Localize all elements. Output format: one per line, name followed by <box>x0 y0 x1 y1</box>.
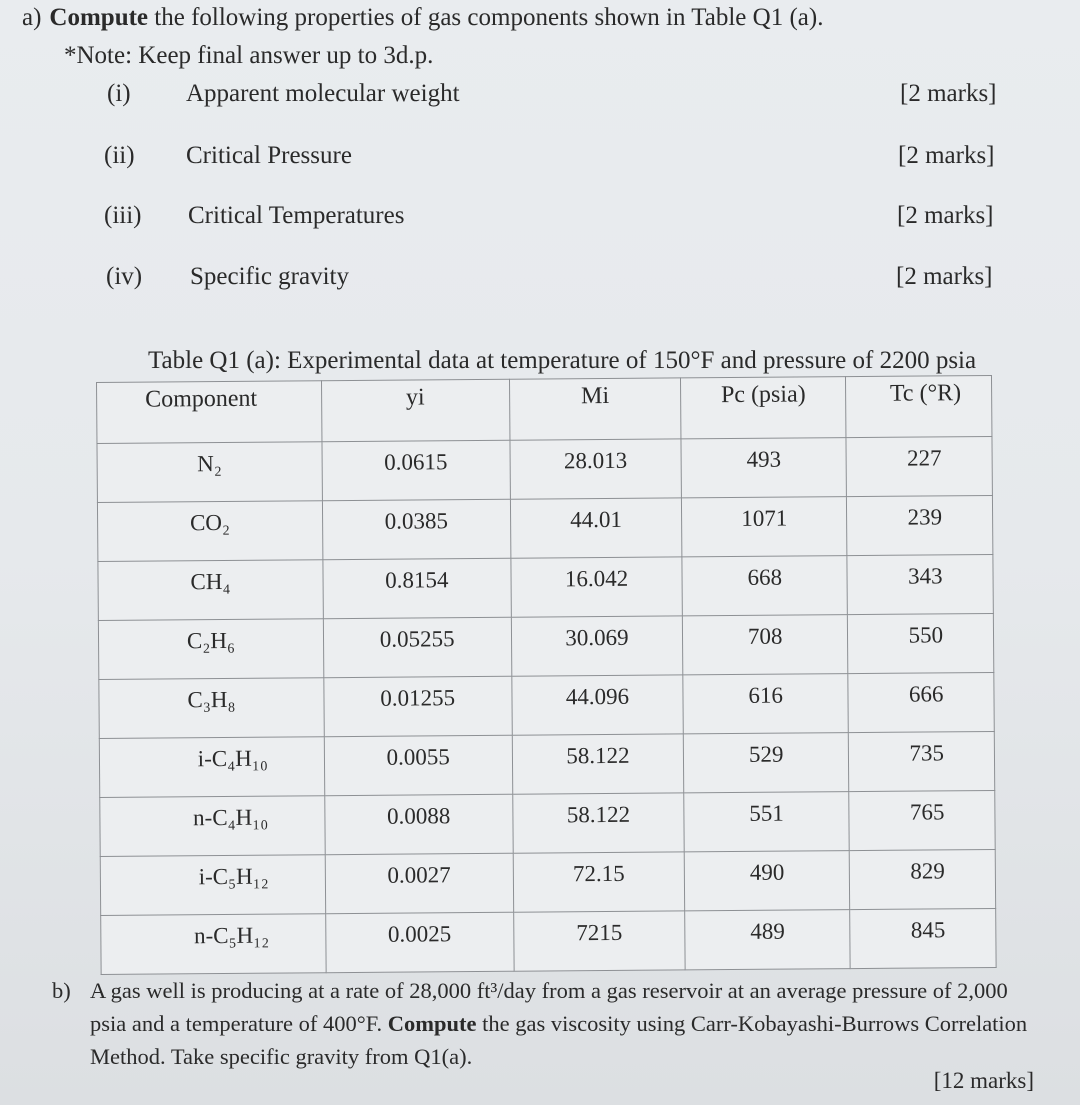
cell-tc: 343 <box>847 554 993 614</box>
cell-mi: 16.042 <box>510 557 682 617</box>
cell-yi: 0.0027 <box>325 853 513 913</box>
cell-pc: 490 <box>685 851 850 911</box>
cell-tc: 845 <box>850 908 996 968</box>
compute-word-b: Compute <box>387 1011 477 1036</box>
item-text: Specific gravity <box>190 263 349 290</box>
cell-component: CO₂ <box>97 501 322 562</box>
item-number: (iii) <box>104 202 142 229</box>
item-marks: [2 marks] <box>900 80 997 107</box>
table-row <box>98 613 993 679</box>
cell-component: n-C₄H₁₀ <box>100 796 325 857</box>
item-number: (ii) <box>104 142 135 169</box>
part-a-intro: the following properties of gas components shown in Table Q1 (a). <box>148 4 824 31</box>
table-row <box>97 495 992 561</box>
cell-mi: 30.069 <box>511 616 683 676</box>
cell-mi: 58.122 <box>512 793 684 853</box>
table-row <box>98 554 993 620</box>
header-mi: Mi <box>509 378 681 440</box>
item-text: Critical Pressure <box>186 142 352 169</box>
header-pc: Pc (psia) <box>681 377 846 439</box>
cell-pc: 551 <box>684 792 849 852</box>
cell-component: N₂ <box>97 442 322 503</box>
cell-yi: 0.0055 <box>324 735 512 795</box>
cell-tc: 550 <box>847 613 993 673</box>
cell-tc: 735 <box>848 731 994 791</box>
cell-yi: 0.0088 <box>325 794 513 854</box>
part-b-question <box>52 974 1042 1073</box>
table-header-row <box>97 375 992 443</box>
cell-component: C₂H₆ <box>98 619 323 680</box>
table-row <box>100 849 995 915</box>
cell-yi: 0.8154 <box>323 558 511 618</box>
item-number: (i) <box>107 80 131 107</box>
cell-mi: 72.15 <box>513 852 685 912</box>
note: *Note: Keep final answer up to 3d.p. <box>64 42 434 69</box>
cell-mi: 7215 <box>513 911 685 971</box>
item-text: Apparent molecular weight <box>186 80 460 107</box>
cell-pc: 493 <box>681 438 846 498</box>
cell-tc: 227 <box>846 436 992 496</box>
cell-yi: 0.05255 <box>323 617 511 677</box>
cell-mi: 58.122 <box>512 734 684 794</box>
table-row <box>97 436 992 502</box>
data-table <box>96 375 996 949</box>
table-row <box>99 731 994 797</box>
item-marks: [2 marks] <box>897 202 994 229</box>
header-yi: yi <box>321 379 509 441</box>
cell-tc: 666 <box>848 672 994 732</box>
cell-mi: 44.01 <box>510 498 682 558</box>
table-row <box>99 672 994 738</box>
table-row <box>100 790 995 856</box>
cell-pc: 1071 <box>682 497 847 557</box>
compute-word: Compute <box>49 4 149 31</box>
part-a-label: a) <box>22 4 42 31</box>
cell-pc: 489 <box>685 910 850 970</box>
cell-component: CH₄ <box>98 560 323 621</box>
part-b-text-1: A gas well is producing at a rate of 28,000 ft³/day from a gas reservoir at an average pressure of 2,000 psia and a temperature of 400°F. <box>90 978 1008 1036</box>
cell-tc: 765 <box>849 790 995 850</box>
part-a-heading <box>22 4 823 32</box>
cell-component: i-C₅H₁₂ <box>100 855 325 916</box>
cell-pc: 708 <box>683 615 848 675</box>
part-b-label: b) <box>52 978 71 1003</box>
cell-pc: 668 <box>682 556 847 616</box>
cell-component: n-C₅H₁₂ <box>101 914 326 975</box>
cell-pc: 529 <box>684 733 849 793</box>
cell-yi: 0.0385 <box>322 499 510 559</box>
part-b-marks: [12 marks] <box>933 1068 1034 1093</box>
table-caption: Table Q1 (a): Experimental data at temperature of 150°F and pressure of 2200 psia <box>148 347 977 374</box>
cell-yi: 0.01255 <box>324 676 512 736</box>
cell-tc: 239 <box>847 495 993 555</box>
item-number: (iv) <box>106 263 143 290</box>
header-component: Component <box>97 381 322 444</box>
cell-component: C₃H₈ <box>99 678 324 739</box>
part-b-text-2: the gas viscosity using Carr-Kobayashi-Burrows Correlation Method. Take specific gravity from Q1(a). <box>90 1011 1028 1069</box>
item-text: Critical Temperatures <box>188 202 405 229</box>
cell-mi: 44.096 <box>511 675 683 735</box>
header-tc: Tc (°R) <box>846 375 992 437</box>
cell-yi: 0.0025 <box>326 912 514 972</box>
cell-pc: 616 <box>683 674 848 734</box>
cell-component: i-C₄H₁₀ <box>99 737 324 798</box>
item-marks: [2 marks] <box>896 263 993 290</box>
cell-yi: 0.0615 <box>322 440 510 500</box>
item-marks: [2 marks] <box>898 142 995 169</box>
cell-tc: 829 <box>849 849 995 909</box>
cell-mi: 28.013 <box>510 439 682 499</box>
table-row <box>101 908 996 974</box>
